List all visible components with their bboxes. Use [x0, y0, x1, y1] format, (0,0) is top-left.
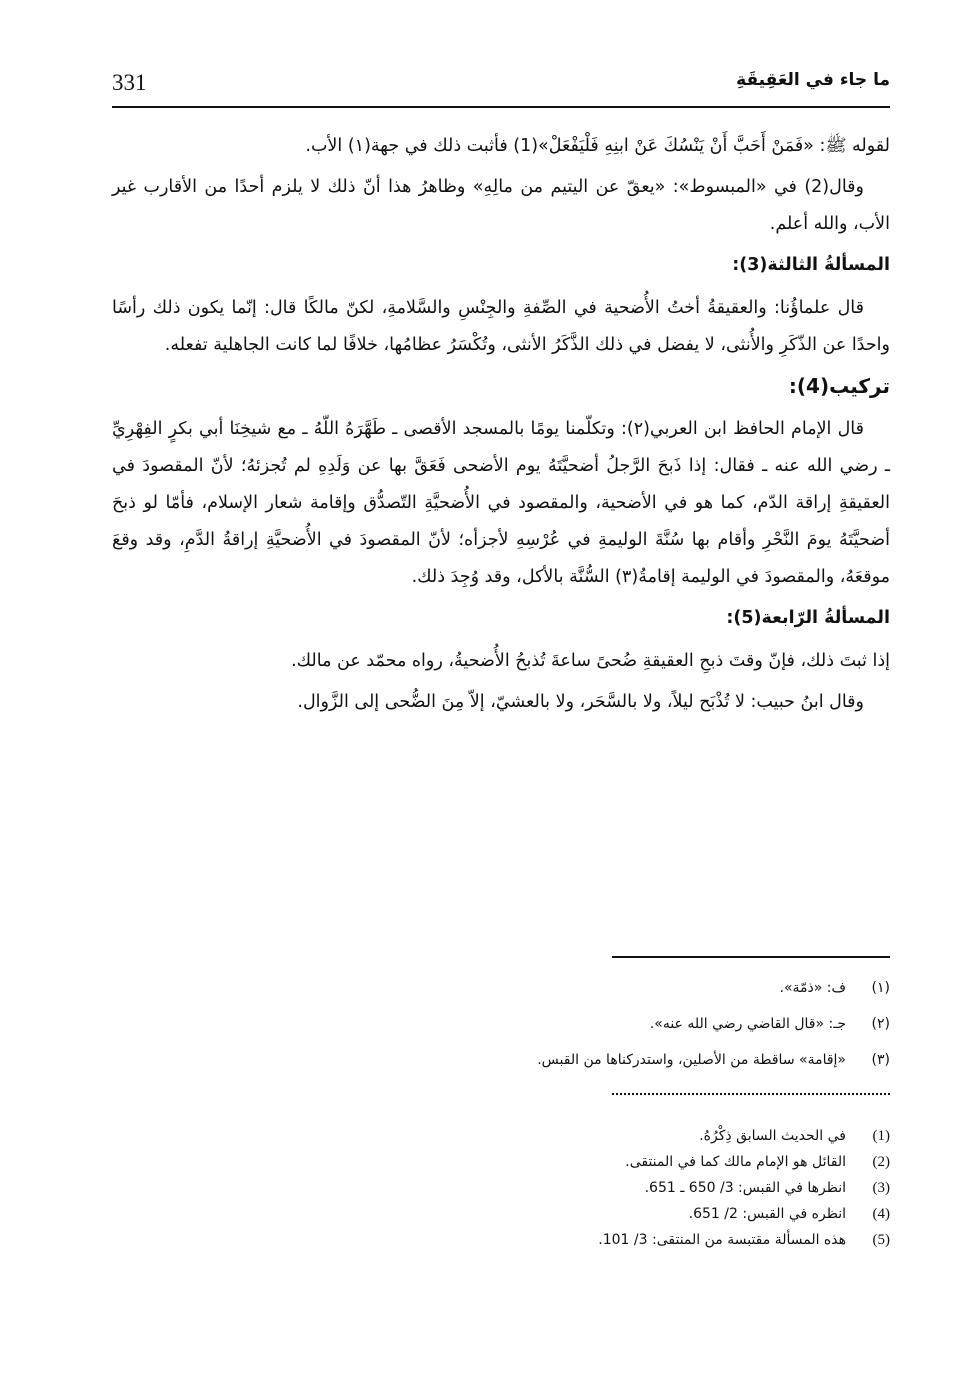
footnote-dotted-separator — [612, 1093, 890, 1095]
footnote-number: (2) — [872, 1154, 890, 1170]
section-heading-third-issue: المسألةُ الثالثة(3): — [732, 255, 890, 275]
footnote-number: (١) — [871, 980, 890, 996]
footnote-item — [112, 1042, 890, 1078]
footnote-text: جـ: «قال القاضي رضي الله عنه». — [649, 1016, 846, 1032]
footnote-number: (5) — [872, 1232, 890, 1248]
paragraph-2: وقال(2) في «المبسوط»: «يعقّ عن اليتيم من مالِهِ» وظاهرُ هذا أنّ ذلك لا يلزم أحدًا من الأقارب غير الأب، والله أعلم. — [112, 177, 890, 234]
footnote-item — [112, 1006, 890, 1042]
footnote-text: هذه المسألة مقتبسة من المنتقى: 3/ 101. — [598, 1232, 846, 1248]
paragraph-4: قال الإمام الحافظ ابن العربي(٢): وتكلّمنا يومًا بالمسجد الأقصى ـ طَهَّرَهُ اللّهُ ـ مع شيخِنَا أبي بكرٍ الفِهْرِيِّ ـ رضي الله عنه ـ فقال: إذا ذَبحَ الرَّجلُ أضحيَّتَهُ يوم الأضحى فَعَقَّ بها عن وَلَدِهِ لم تُجزئهُ؛ لأنّ المقصودَ في العقيقةِ إراقة الدّم، كما هو في الأضحية، والمقصود في الأُضحيَّةِ التّصدُّق وإقامة شعار الإسلام، فأمّا لو ذبحَ أضحيَّتَهُ يومَ النَّحْرِ وأقام بها سُنَّةَ الوليمةِ في عُرْسِهِ لأجزأه؛ لأنّ المقصودَ في الأُضحيَّةِ إراقةُ الدَّمِ، وقد وقعَ موقعَهُ، والمقصودَ في الوليمة إقامةُ(٣) السُّنَّة بالأكل، وقد وُجِدَ ذلك. — [112, 419, 890, 587]
paragraph-3: قال علماؤُنا: والعقيقةُ أختُ الأُضحية في الصِّفةِ والجِنْسِ والسَّلامةِ، لكنّ مالكًا قال: إنّما يكون ذلك رأسًا واحدًا عن الذّكَرِ والأُنثى، لا يفضل في ذلك الذَّكَرُ الأنثى، وتُكْسَرُ عظامُها، خلافًا لما كانت الجاهلية تفعله. — [112, 298, 890, 355]
paragraph-6: وقال ابنُ حبيب: لا تُذْبَح ليلاً، ولا بالسَّحَر، ولا بالعشيّ، إلاّ مِنَ الضُّحى إلى الزَّوال. — [297, 692, 864, 712]
main-text — [112, 128, 890, 725]
page-header — [112, 66, 890, 108]
footnote-number: (4) — [872, 1206, 890, 1222]
running-title: ما جاء في العَقِيقَةِ — [736, 70, 890, 90]
footnote-text: انظره في القبس: 2/ 651. — [688, 1206, 846, 1222]
footnote-text: انظرها في القبس: 3/ 650 ـ 651. — [644, 1180, 846, 1196]
footnote-item — [112, 970, 890, 1006]
footnotes-reference — [112, 1123, 890, 1253]
footnote-item — [112, 1227, 890, 1253]
footnote-item — [112, 1175, 890, 1201]
footnote-text: في الحديث السابق ذِكْرُهُ. — [699, 1128, 846, 1144]
footnote-text: القائل هو الإمام مالك كما في المنتقى. — [625, 1154, 846, 1170]
footnote-number: (3) — [872, 1180, 890, 1196]
footnote-number: (٢) — [871, 1016, 890, 1032]
footnote-number: (1) — [872, 1128, 890, 1144]
section-heading-fourth-issue: المسألةُ الرّابعة(5): — [726, 608, 890, 628]
footnote-item — [112, 1123, 890, 1149]
footnote-text: «إقامة» ساقطة من الأصلين، واستدركناها من القبس. — [537, 1052, 846, 1068]
paragraph-5: إذا ثبتَ ذلك، فإنّ وقتَ ذبحِ العقيقةِ ضُحىً ساعةَ تُذبحُ الأُضحيةُ، رواه محمّد عن مالك. — [291, 651, 890, 671]
paragraph-1: لقوله ﷺ: «فَمَنْ أَحَبَّ أَنْ يَنْسُكَ عَنْ ابنِهِ فَلْيَفْعَلْ»(1) فأثبت ذلك في جهة(١) الأب. — [305, 136, 890, 156]
footnote-rule — [612, 956, 890, 958]
footnote-item — [112, 1201, 890, 1227]
footnotes-editor — [112, 970, 890, 1078]
footnote-text: ف: «ذمّة». — [779, 980, 846, 996]
footnote-item — [112, 1149, 890, 1175]
page-number: 331 — [112, 70, 147, 95]
footnote-number: (٣) — [871, 1052, 890, 1068]
section-heading-tarkib: تركيب(4): — [788, 374, 890, 398]
